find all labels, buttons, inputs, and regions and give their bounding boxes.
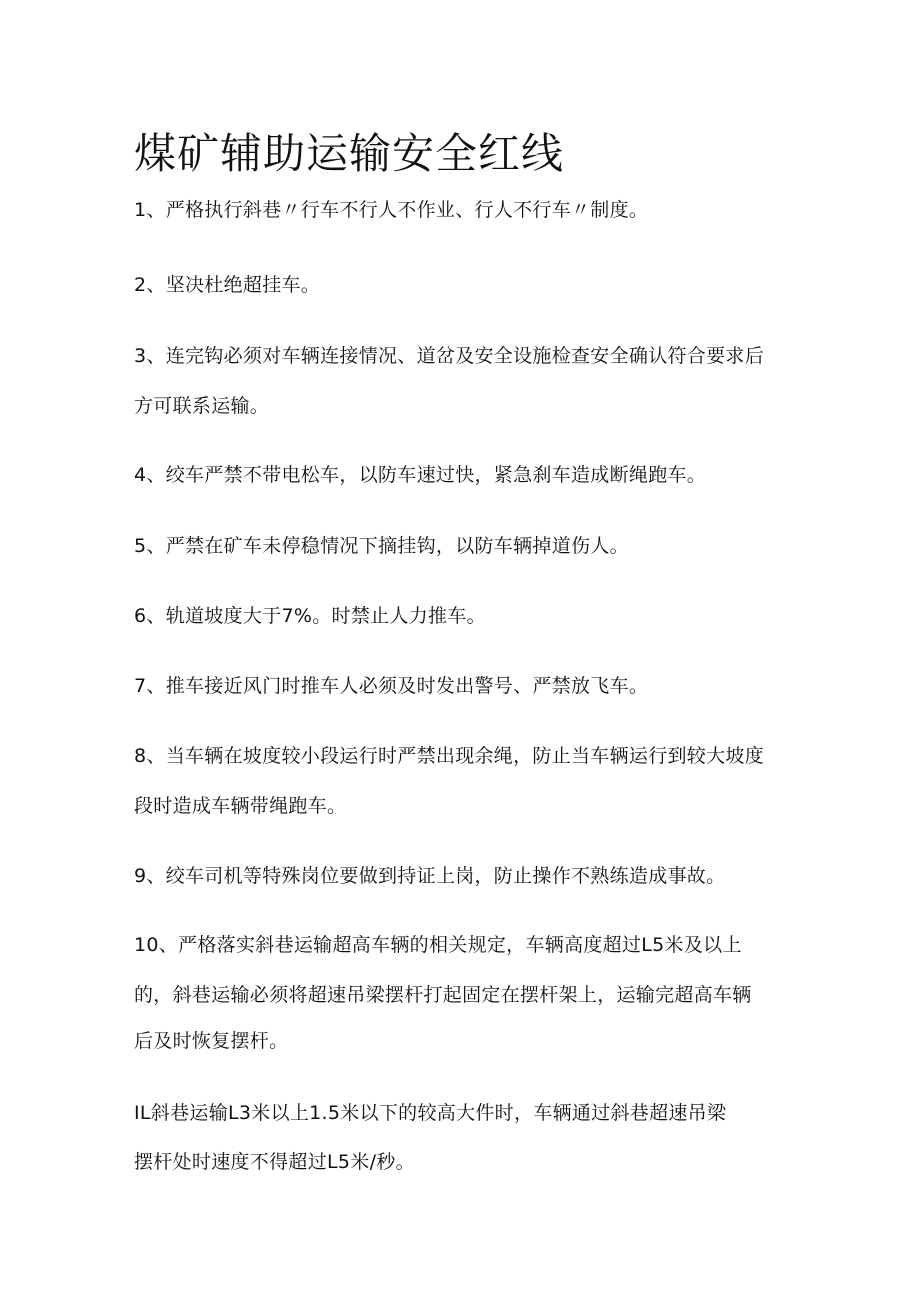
rule-8-line-1: 8、当车辆在坡度较小段运行时严禁出现余绳，防止当车辆运行到较大坡度 <box>134 745 764 767</box>
rule-11-line-2: 摆杆处时速度不得超过L5米/秒。 <box>134 1151 415 1173</box>
rule-3-line-1: 3、连完钩必须对车辆连接情况、道岔及安全设施检查安全确认符合要求后 <box>134 345 764 367</box>
rule-10-line-1: 10、严格落实斜巷运输超高车辆的相关规定，车辆高度超过L5米及以上 <box>134 934 742 956</box>
rule-3-line-2: 方可联系运输。 <box>134 395 270 417</box>
rule-5-line-1: 5、严禁在矿车未停稳情况下摘挂钩，以防车辆掉道伤人。 <box>134 535 629 557</box>
rule-11-line-1: IL斜巷运输L3米以上1.5米以下的较高大件时，车辆通过斜巷超速吊梁 <box>134 1102 727 1124</box>
rule-2-line-1: 2、坚决杜绝超挂车。 <box>134 274 321 296</box>
rule-7-line-1: 7、推车接近风门时推车人必须及时发出警号、严禁放飞车。 <box>134 675 649 697</box>
rule-1-line-1: 1、严格执行斜巷〃行车不行人不作业、行人不行车〃制度。 <box>134 199 649 221</box>
rule-8-line-2: 段时造成车辆带绳跑车。 <box>134 795 347 817</box>
rule-6-line-1: 6、轨道坡度大于7%。时禁止人力推车。 <box>134 605 486 627</box>
document-title: 煤矿辅助运输安全红线 <box>134 129 565 178</box>
rule-10-line-3: 后及时恢复摆杆。 <box>134 1030 289 1052</box>
rule-10-line-2: 的，斜巷运输必须将超速吊梁摆杆打起固定在摆杆架上，运输完超高车辆 <box>134 984 752 1006</box>
rule-4-line-1: 4、绞车严禁不带电松车，以防车速过快，紧急刹车造成断绳跑车。 <box>134 464 707 486</box>
rule-9-line-1: 9、绞车司机等特殊岗位要做到持证上岗，防止操作不熟练造成事故。 <box>134 865 726 887</box>
